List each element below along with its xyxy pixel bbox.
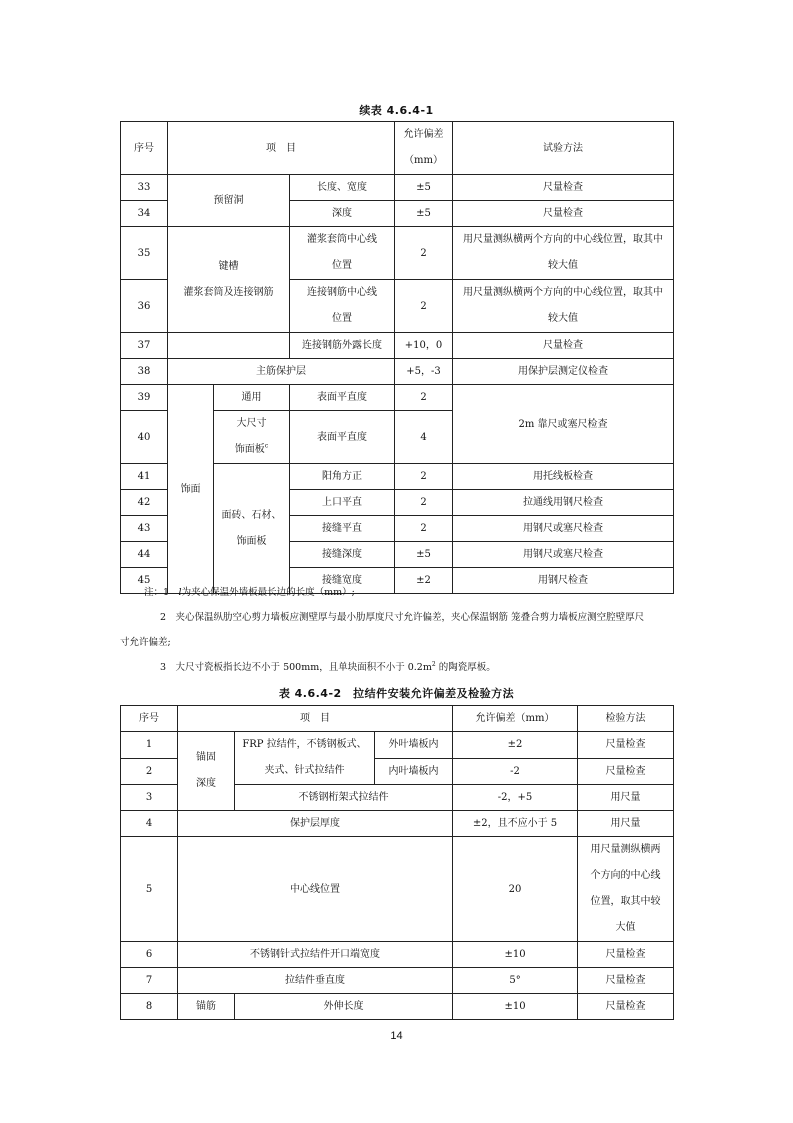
row-method: 尺量检查 [578,968,674,994]
row-method: 用尺量测纵横两 个方向的中心线 位置，取其中较 大值 [578,837,674,942]
row-seq: 41 [121,464,168,490]
row-item: 拉结件垂直度 [178,968,453,994]
row-method: 用钢尺或塞尺检查 [453,542,674,568]
row-tolerance: 2 [395,490,453,516]
row-tolerance: ±10 [453,942,578,968]
row-item: 阳角方正 [290,464,395,490]
row-seq: 39 [121,385,168,411]
row-item: 上口平直 [290,490,395,516]
row-method: 用钢尺检查 [453,568,674,594]
row-seq: 4 [121,811,178,837]
row-tolerance: 2 [395,464,453,490]
table-row [121,385,674,411]
group-facing: 饰面 [168,385,214,594]
row-seq: 43 [121,516,168,542]
row-item: 连接钢筋外露长度 [290,333,395,359]
row-tolerance: ±5 [395,542,453,568]
row-seq: 2 [121,758,178,785]
row-subgroup: 通用 [214,385,290,411]
table-1-caption: 续表 4.6.4-1 [359,104,434,117]
header-method: 试验方法 [453,122,674,175]
header-seq: 序号 [121,122,168,175]
header-tolerance: 允许偏差（mm） [453,706,578,732]
row-item: 灌浆套筒中心线 位置 [290,227,395,280]
row-method: 拉通线用钢尺检查 [453,490,674,516]
row-item: 长度、宽度 [290,175,395,201]
row-method: 用尺量 [578,785,674,811]
row-method: 用钢尺或塞尺检查 [453,516,674,542]
row-seq: 34 [121,201,168,227]
row-method: 尺量检查 [578,758,674,785]
frp-tie-types: FRP 拉结件，不锈钢板式、 夹式、针式拉结件 [235,732,375,785]
row-method: 用尺量测纵横两个方向的中心线位置，取其中 较大值 [453,227,674,280]
row-tolerance: ±5 [395,201,453,227]
row-seq: 8 [121,994,178,1020]
row-subgroup: 大尺寸 饰面板$^c$ [214,411,290,464]
row-tolerance: ±2 [453,732,578,759]
row-tolerance: 2 [395,280,453,333]
row-method: 尺量检查 [453,175,674,201]
row-seq: 36 [121,280,168,333]
row-method: 用尺量测纵横两个方向的中心线位置，取其中 较大值 [453,280,674,333]
header-item: 项 目 [178,706,453,732]
row-seq: 33 [121,175,168,201]
row-item: 保护层厚度 [178,811,453,837]
note-3: 3 大尺寸瓷板指长边不小于 500mm，且单块面积不小于 $0.2m^2$ 的陶瓷厚板。 [160,660,496,673]
row-tolerance: ±2，且不应小于 5 [453,811,578,837]
table-row [121,227,674,280]
row-seq: 44 [121,542,168,568]
page-number: 14 [390,1030,403,1042]
tolerance-table-continued [120,121,674,594]
row-item: 连接钢筋中心线 位置 [290,280,395,333]
row-seq: 5 [121,837,178,942]
row-tolerance: 2 [395,516,453,542]
table-row [121,175,674,201]
row-tolerance: 4 [395,411,453,464]
row-seq: 45 [121,568,168,594]
row-method: 尺量检查 [578,942,674,968]
table-row [121,837,674,942]
table-header-row [121,706,674,732]
row-item: 表面平直度 [290,385,395,411]
header-item: 项 目 [168,122,395,175]
row-method: 用保护层测定仪检查 [453,359,674,385]
table-row [121,942,674,968]
row-seq: 3 [121,785,178,811]
row-seq: 6 [121,942,178,968]
row-item: 深度 [290,201,395,227]
header-seq: 序号 [121,706,178,732]
row-item: 接缝深度 [290,542,395,568]
row-item: 接缝平直 [290,516,395,542]
row-item: 外叶墙板内 [375,732,453,759]
group-reserved-hole: 预留洞 [168,175,290,227]
row-seq: 7 [121,968,178,994]
note-1: 注：1 l为夹心保温外墙板最长边的长度（mm）; [144,587,355,598]
group-keyway-cont [168,333,290,359]
tie-installation-table [120,705,674,1020]
row-method: 尺量检查 [453,333,674,359]
row-tolerance: -2 [453,758,578,785]
row-tolerance: 2 [395,385,453,411]
row-item: 表面平直度 [290,411,395,464]
row-tolerance: -2，+5 [453,785,578,811]
row-tolerance: 2 [395,227,453,280]
row-item: 不锈钢桁架式拉结件 [235,785,453,811]
row-seq: 42 [121,490,168,516]
group-anchor-bar: 锚筋 [178,994,235,1020]
note-2: 2 夹心保温纵肋空心剪力墙板应测壁厚与最小肋厚度尺寸允许偏差，夹心保温钢筋 笼叠合剪力墙板应测空腔壁厚尺 [160,612,645,623]
table-header-row [121,122,674,175]
row-tolerance: ±2 [395,568,453,594]
row-tolerance: ±5 [395,175,453,201]
row-method: 尺量检查 [453,201,674,227]
row-tolerance: +10，0 [395,333,453,359]
group-anchor-depth: 锚固 深度 [178,732,235,811]
table-row [121,333,674,359]
row-item: 主筋保护层 [168,359,395,385]
row-tolerance: ±10 [453,994,578,1020]
table-row [121,994,674,1020]
row-seq: 1 [121,732,178,759]
row-method: 尺量检查 [578,994,674,1020]
row-method: 2m 靠尺或塞尺检查 [453,385,674,464]
table-row [121,359,674,385]
subgroup-tile-stone: 面砖、石材、 饰面板 [214,464,290,594]
row-method: 用尺量 [578,811,674,837]
row-seq: 40 [121,411,168,464]
row-seq: 35 [121,227,168,280]
note-2-cont: 寸允许偏差; [120,637,171,648]
table-2-caption: 表 4.6.4-2 拉结件安装允许偏差及检验方法 [278,687,515,700]
row-tolerance: +5，-3 [395,359,453,385]
row-tolerance: 20 [453,837,578,942]
row-tolerance: 5° [453,968,578,994]
row-item: 中心线位置 [178,837,453,942]
group-keyway: 键槽 灌浆套筒及连接钢筋 [168,227,290,333]
table-row [121,811,674,837]
header-method: 检验方法 [578,706,674,732]
row-method: 用托线板检查 [453,464,674,490]
row-seq: 38 [121,359,168,385]
table-notes [120,586,680,675]
table-row [121,968,674,994]
header-tolerance: 允许偏差 （mm） [395,122,453,175]
row-item: 内叶墙板内 [375,758,453,785]
row-seq: 37 [121,333,168,359]
row-item: 不锈钢针式拉结件开口端宽度 [178,942,453,968]
row-item: 接缝宽度 [290,568,395,594]
row-method: 尺量检查 [578,732,674,759]
row-item: 外伸长度 [235,994,453,1020]
table-row [121,732,674,759]
